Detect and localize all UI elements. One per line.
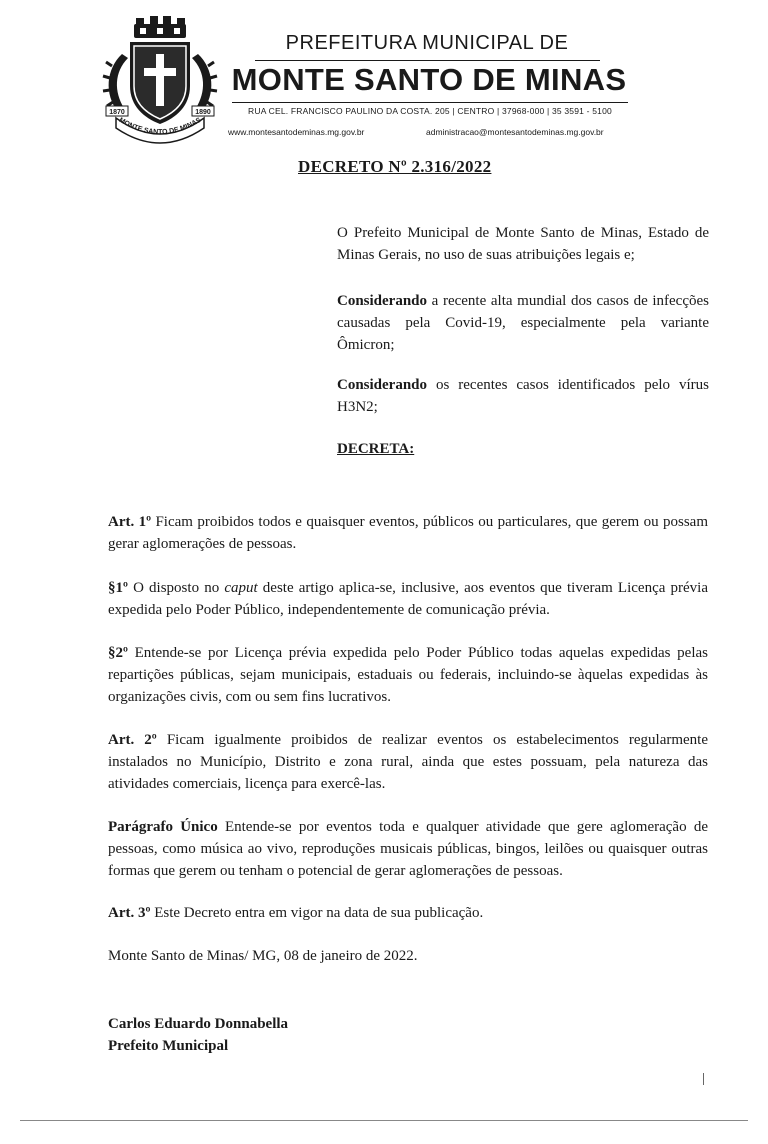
page-mark: [703, 1073, 704, 1085]
article-1-paragraph-1: [108, 577, 708, 621]
crest-year-left: 1870: [109, 109, 125, 116]
paragraph-2-text: Entende-se por Licença prévia expedida pelo Poder Público todas aquelas expedidas pelas repartições públicas, sejam municipais, estaduais ou federais, incluindo-se àquelas expedidas às organizações civis, com ou sem fins lucrativos.: [108, 645, 708, 705]
considering-text: os recentes casos identificados pelo vírus H3N2;: [337, 377, 709, 415]
paragraph-1-label: §1º: [108, 580, 128, 596]
paragraph-2-label: §2º: [108, 645, 128, 661]
article-3-label: Art. 3º: [108, 905, 151, 921]
article-2-label: Art. 2º: [108, 732, 157, 748]
considering-label: Considerando: [337, 293, 428, 309]
header-website: www.montesantodeminas.mg.gov.br: [228, 127, 365, 137]
preamble-considering-2: [337, 374, 709, 418]
page-bottom-edge: [20, 1120, 748, 1121]
header-divider-bottom: [232, 102, 628, 103]
place-and-date: Monte Santo de Minas/ MG, 08 de janeiro de 2022.: [108, 948, 418, 964]
signatory-role: Prefeito Municipal: [108, 1038, 229, 1054]
decree-title: DECRETO Nº 2.316/2022: [298, 157, 492, 176]
article-1: [108, 511, 708, 555]
article-3-text: Este Decreto entra em vigor na data de sua publicação.: [150, 905, 484, 921]
paragraph-1-text-end: deste artigo aplica-se, inclusive, aos eventos que tiveram Licença prévia expedida pelo Poder Público, independentemente de comunicação prévia.: [108, 580, 708, 618]
header-municipality-name: MONTE SANTO DE MINAS: [231, 62, 627, 97]
article-1-text: Ficam proibidos todos e quaisquer eventos, públicos ou particulares, que gerem ou possam gerar aglomerações de pessoas.: [108, 514, 708, 552]
considering-text: a recente alta mundial dos casos de infecções causadas pela Covid-19, especialmente pela variante Ômicron;: [337, 293, 709, 353]
article-1-label: Art. 1º: [108, 514, 152, 530]
article-2-text: Ficam igualmente proibidos de realizar eventos os estabelecimentos regularmente instalados no Município, Distrito e zona rural, ainda que estes possuam, pela natureza das atividades comerciais, licença para exercê-las.: [108, 732, 708, 792]
preamble-intro: O Prefeito Municipal de Monte Santo de Minas, Estado de Minas Gerais, no uso de suas atribuições legais e;: [337, 225, 709, 263]
coat-of-arms-icon: [100, 14, 220, 144]
decreta-heading: DECRETA:: [337, 441, 415, 457]
crest-ribbon-text: MONTE SANTO DE MINAS: [117, 116, 203, 137]
sole-paragraph-label: Parágrafo Único: [108, 819, 218, 835]
header-divider-top: [255, 60, 600, 61]
caput-term: caput: [224, 580, 258, 596]
header-address: RUA CEL. FRANCISCO PAULINO DA COSTA. 205 | CENTRO | 37968-000 | 35 3591 - 5100: [248, 106, 612, 116]
sole-paragraph: [108, 816, 708, 882]
signatory-name: Carlos Eduardo Donnabella: [108, 1016, 289, 1032]
preamble-considering-1: [337, 290, 709, 356]
article-1-paragraph-2: [108, 642, 708, 708]
sole-paragraph-text: Entende-se por eventos toda e qualquer atividade que gere aglomeração de pessoas, como música ao vivo, reproduções musicais públicas, bingos, leilões ou quaisquer outras formas que gerem ou tenham o potencial de gerar aglomerações de pessoas.: [108, 819, 708, 879]
considering-label: Considerando: [337, 377, 428, 393]
paragraph-1-text-start: O disposto no: [127, 580, 225, 596]
article-2: [108, 729, 708, 795]
header-email: administracao@montesantodeminas.mg.gov.br: [426, 127, 604, 137]
header-line1: PREFEITURA MUNICIPAL DE: [285, 32, 569, 54]
article-3: [108, 902, 708, 924]
crest-year-right: 1890: [195, 109, 211, 116]
